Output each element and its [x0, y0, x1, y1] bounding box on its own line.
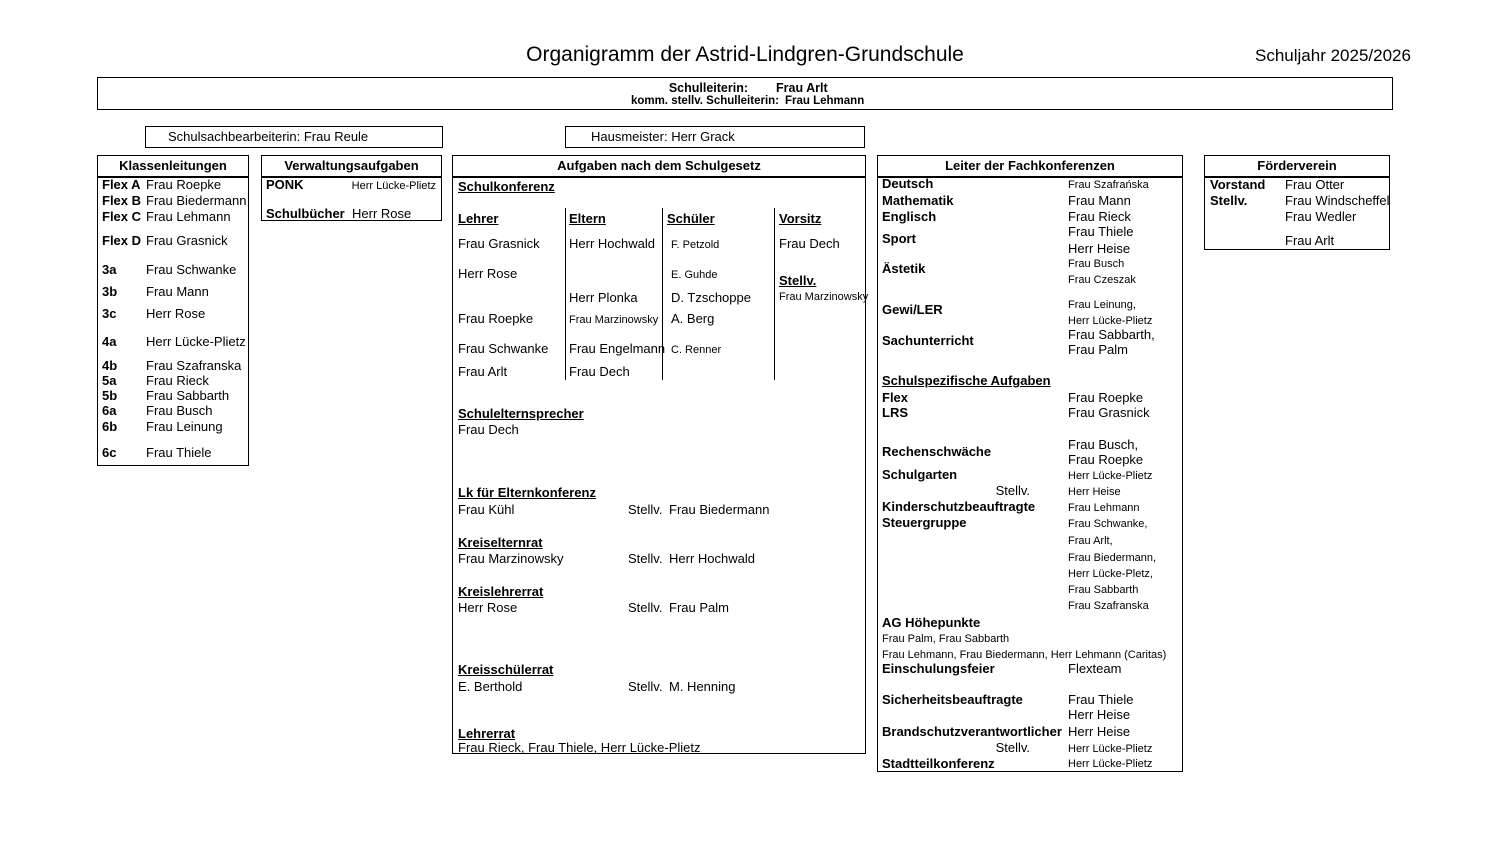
- gremium-stellv-label: Stellv.: [628, 600, 663, 615]
- page-title: Organigramm der Astrid-Lindgren-Grundschule: [526, 43, 964, 66]
- eltern-member: Frau Dech: [569, 364, 630, 379]
- gremium-title: Kreisschülerrat: [458, 662, 554, 677]
- school-year: Schuljahr 2025/2026: [1255, 46, 1411, 65]
- aufgabe-person: Herr Heise: [1068, 486, 1121, 498]
- schulspezifisch-title: Schulspezifische Aufgaben: [882, 373, 1051, 388]
- ag-hoehepunkte-members: Frau Lehmann, Frau Biedermann, Herr Lehmann (Caritas): [882, 649, 1167, 661]
- lehrer-member: Frau Grasnick: [458, 236, 540, 251]
- fach-person: Frau Leinung,: [1068, 299, 1136, 311]
- col-header-vorsitz: Vorsitz: [779, 211, 822, 226]
- fach-person: Frau Palm: [1068, 342, 1128, 357]
- gremium-title: Lehrerrat: [458, 726, 516, 741]
- schulgesetz-box: [452, 155, 869, 755]
- aufgabe-label: Flex: [882, 390, 909, 405]
- fach-label: Mathematik: [882, 193, 954, 208]
- gremium-person: Frau Dech: [458, 422, 519, 437]
- class-label: 5b: [102, 388, 118, 403]
- fach-person: Herr Heise: [1068, 241, 1131, 256]
- class-label: 5a: [102, 373, 117, 388]
- klassenleitungen-header: Klassenleitungen: [98, 156, 248, 178]
- aufgabe-label: Rechenschwäche: [882, 444, 992, 459]
- fach-person: Frau Sabbarth,: [1068, 327, 1155, 342]
- class-label: Flex C: [102, 209, 142, 224]
- aufgabe-person: Herr Lücke-Pletz,: [1068, 568, 1153, 580]
- aufgabe-person: Frau Roepke: [1068, 390, 1144, 405]
- aufgabe-person: Frau Sabbarth: [1068, 584, 1139, 596]
- fach-label: Ästetik: [882, 261, 926, 276]
- gremium-person: Frau Marzinowsky: [458, 551, 564, 566]
- column-divider: [774, 208, 775, 380]
- gremium-person: Frau Kühl: [458, 502, 515, 517]
- foerderverein-role: Stellv.: [1210, 193, 1248, 208]
- lehrer-member: Frau Arlt: [458, 364, 508, 379]
- aufgabe-person: Frau Szafranska: [1068, 600, 1149, 612]
- gremium-stellv-person: Herr Hochwald: [669, 551, 755, 566]
- stellv-schulleiterin-label: komm. stellv. Schulleiterin:: [630, 95, 779, 107]
- class-teacher: Frau Mann: [146, 284, 209, 299]
- aufgabe-stellv-label: Stellv.: [995, 483, 1030, 498]
- col-header-eltern: Eltern: [569, 211, 606, 226]
- gremium-stellv-person: Frau Palm: [669, 600, 729, 615]
- foerderverein-person: Frau Windscheffel: [1285, 193, 1390, 208]
- lehrer-member: Herr Rose: [458, 266, 518, 281]
- schulgesetz-header: Aufgaben nach dem Schulgesetz: [453, 156, 865, 178]
- class-teacher: Frau Sabbarth: [146, 388, 230, 403]
- foerderverein-person: Frau Wedler: [1285, 209, 1357, 224]
- class-teacher: Frau Lehmann: [146, 209, 231, 224]
- column-divider: [565, 208, 566, 380]
- aufgabe-person: Frau Thiele: [1068, 692, 1134, 707]
- schulleiterin-name: Frau Arlt: [776, 81, 828, 95]
- class-teacher: Frau Thiele: [146, 445, 212, 460]
- class-teacher: Frau Biedermann: [146, 193, 247, 208]
- vorsitz-stellv-label: Stellv.: [779, 273, 817, 288]
- gremium-title: Lk für Elternkonferenz: [458, 485, 596, 500]
- task-person: Herr Rose: [352, 206, 412, 221]
- fachkonferenzen-header: Leiter der Fachkonferenzen: [878, 156, 1182, 178]
- ag-hoehepunkte-title: AG Höhepunkte: [882, 615, 981, 630]
- foerderverein-person: Frau Otter: [1285, 177, 1345, 192]
- fachkonferenzen-box: [877, 155, 1183, 772]
- aufgabe-label: Steuergruppe: [882, 515, 967, 530]
- gremium-person: Frau Rieck, Frau Thiele, Herr Lücke-Plietz: [458, 740, 701, 755]
- sachbearbeiterin-box: [145, 126, 443, 148]
- fach-person: Frau Czeszak: [1068, 274, 1136, 286]
- fach-person: Frau Rieck: [1068, 209, 1131, 224]
- vorsitz-stellv-name: Frau Marzinowsky: [779, 291, 869, 303]
- stellv-schulleiterin-name: Frau Lehmann: [785, 95, 865, 107]
- foerderverein-role: Vorstand: [1210, 177, 1266, 192]
- aufgabe-person: Flexteam: [1068, 661, 1122, 676]
- col-header-schueler: Schüler: [667, 211, 715, 226]
- eltern-member: Herr Plonka: [569, 290, 638, 305]
- fach-label: Gewi/LER: [882, 302, 943, 317]
- foerderverein-person: Frau Arlt: [1285, 233, 1335, 248]
- ag-hoehepunkte-members: Frau Palm, Frau Sabbarth: [882, 633, 1010, 645]
- schueler-member: D. Tzschoppe: [671, 290, 751, 305]
- leitung-box: [97, 77, 1393, 110]
- class-teacher: Herr Rose: [146, 306, 206, 321]
- fach-label: Deutsch: [882, 176, 934, 191]
- gremium-stellv-person: Frau Biedermann: [669, 502, 770, 517]
- aufgabe-person: Herr Lücke-Plietz: [1068, 743, 1153, 755]
- aufgabe-person: Herr Heise: [1068, 724, 1131, 739]
- aufgabe-person: Frau Biedermann,: [1068, 552, 1157, 564]
- aufgabe-label: LRS: [882, 405, 908, 420]
- schulleiterin-label: Schulleiterin:: [668, 81, 748, 95]
- aufgabe-label: Brandschutzverantwortlicher: [882, 724, 1062, 739]
- aufgabe-label: Schulgarten: [882, 467, 958, 482]
- gremium-title: Kreislehrerrat: [458, 584, 544, 599]
- class-teacher: Frau Leinung: [146, 419, 223, 434]
- task-label: Schulbücher: [266, 206, 345, 221]
- class-teacher: Herr Lücke-Plietz: [146, 334, 246, 349]
- gremium-title: Schulelternsprecher: [458, 406, 584, 421]
- class-teacher: Frau Szafranska: [146, 358, 242, 373]
- schueler-member: F. Petzold: [671, 239, 720, 251]
- class-teacher: Frau Roepke: [146, 177, 222, 192]
- schueler-member: C. Renner: [671, 344, 722, 356]
- sachbearbeiterin-text: Schulsachbearbeiterin: Frau Reule: [168, 129, 369, 144]
- class-label: 6b: [102, 419, 118, 434]
- aufgabe-label: Stadtteilkonferenz: [882, 756, 995, 771]
- fach-person: Frau Mann: [1068, 193, 1131, 208]
- aufgabe-person: Frau Busch,: [1068, 437, 1139, 452]
- task-person: Herr Lücke-Plietz: [351, 180, 436, 192]
- aufgabe-person: Herr Lücke-Plietz: [1068, 758, 1153, 770]
- eltern-member: Herr Hochwald: [569, 236, 655, 251]
- class-teacher: Frau Busch: [146, 403, 213, 418]
- vorsitz-name: Frau Dech: [779, 236, 840, 251]
- class-label: 3c: [102, 306, 117, 321]
- schueler-member: A. Berg: [671, 311, 715, 326]
- gremium-title: Kreiselternrat: [458, 535, 543, 550]
- aufgabe-person: Herr Heise: [1068, 707, 1131, 722]
- aufgabe-person: Frau Grasnick: [1068, 405, 1150, 420]
- class-label: 3a: [102, 262, 117, 277]
- gremium-stellv-label: Stellv.: [628, 502, 663, 517]
- class-label: 3b: [102, 284, 118, 299]
- class-label: 6c: [102, 445, 117, 460]
- aufgabe-stellv-label: Stellv.: [995, 740, 1030, 755]
- task-label: PONK: [266, 177, 304, 192]
- aufgabe-person: Herr Lücke-Plietz: [1068, 470, 1153, 482]
- fach-person: Herr Lücke-Plietz: [1068, 315, 1153, 327]
- aufgabe-person: Frau Lehmann: [1068, 502, 1140, 514]
- schueler-member: E. Guhde: [671, 269, 718, 281]
- class-label: Flex D: [102, 233, 142, 248]
- gremium-stellv-person: M. Henning: [669, 679, 736, 694]
- fach-label: Sport: [882, 231, 916, 246]
- col-header-lehrer: Lehrer: [458, 211, 499, 226]
- aufgabe-label: Sicherheitsbeauftragte: [882, 692, 1023, 707]
- hausmeister-text: Hausmeister: Herr Grack: [591, 129, 735, 144]
- gremium-stellv-label: Stellv.: [628, 679, 663, 694]
- eltern-member: Frau Engelmann: [569, 341, 666, 356]
- aufgabe-person: Frau Schwanke,: [1068, 518, 1148, 530]
- schulkonferenz-title: Schulkonferenz: [458, 179, 555, 194]
- foerderverein-box: [1204, 155, 1390, 250]
- class-label: 4a: [102, 334, 117, 349]
- lehrer-member: Frau Roepke: [458, 311, 534, 326]
- fach-person: Frau Thiele: [1068, 224, 1134, 239]
- class-label: Flex B: [102, 193, 142, 208]
- verwaltungsaufgaben-box: [261, 155, 442, 221]
- eltern-member: Frau Marzinowsky: [569, 314, 659, 326]
- lehrer-member: Frau Schwanke: [458, 341, 549, 356]
- gremium-person: Herr Rose: [458, 600, 518, 615]
- aufgabe-label: Einschulungsfeier: [882, 661, 995, 676]
- fach-person: Frau Busch: [1068, 258, 1125, 270]
- class-label: Flex A: [102, 177, 141, 192]
- gremium-person: E. Berthold: [458, 679, 523, 694]
- verwaltungsaufgaben-header: Verwaltungsaufgaben: [262, 156, 441, 178]
- fach-label: Englisch: [882, 209, 937, 224]
- hausmeister-box: [565, 126, 865, 148]
- class-teacher: Frau Grasnick: [146, 233, 228, 248]
- gremium-stellv-label: Stellv.: [628, 551, 663, 566]
- foerderverein-header: Förderverein: [1205, 156, 1389, 178]
- aufgabe-person: Frau Arlt,: [1068, 535, 1113, 547]
- aufgabe-label: Kinderschutzbeauftragte: [882, 499, 1036, 514]
- class-label: 6a: [102, 403, 117, 418]
- class-teacher: Frau Rieck: [146, 373, 209, 388]
- fach-label: Sachunterricht: [882, 333, 974, 348]
- klassenleitungen-box: [97, 155, 249, 466]
- fach-person: Frau Szafrańska: [1068, 179, 1149, 191]
- aufgabe-person: Frau Roepke: [1068, 452, 1144, 467]
- class-label: 4b: [102, 358, 118, 373]
- class-teacher: Frau Schwanke: [146, 262, 237, 277]
